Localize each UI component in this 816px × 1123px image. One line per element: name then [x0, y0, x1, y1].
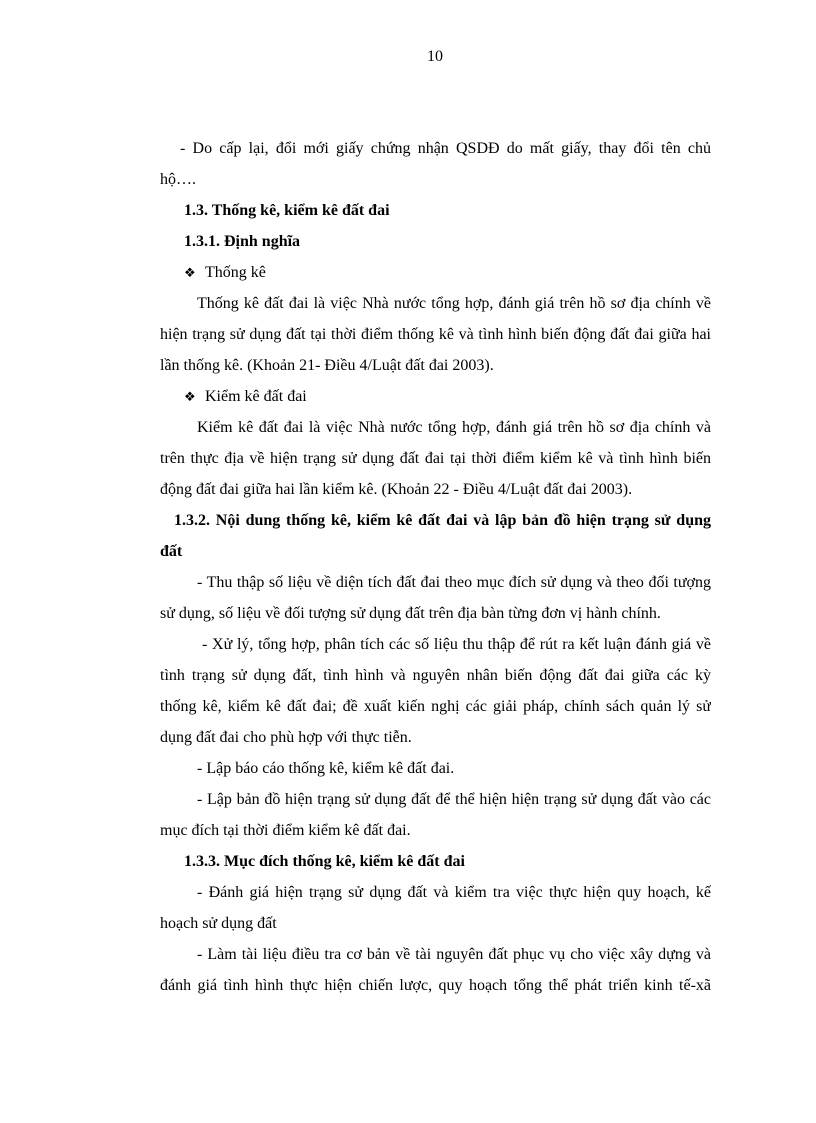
text-line: dụng đất đai cho phù hợp với thực tiễn. [160, 729, 412, 746]
diamond-bullet-icon: ❖ [184, 389, 196, 404]
heading-1-3-3: 1.3.3. Mục đích thống kê, kiểm kê đất đai [184, 853, 465, 870]
bullet-label: Thống kê [205, 264, 266, 281]
text-line: - Đánh giá hiện trạng sử dụng đất và kiểm tra việc thực hiện quy hoạch, kế [197, 884, 711, 901]
paragraph-process-data [160, 629, 711, 753]
paragraph-kiem-ke-definition [160, 412, 711, 505]
text-line: - Do cấp lại, đổi mới giấy chứng nhận QSDĐ do mất giấy, thay đổi tên chủ [180, 140, 711, 157]
text-line: đánh giá tình hình thực hiện chiến lược, quy hoạch tổng thể phát triển kinh tế-xã [160, 977, 711, 994]
bullet-label: Kiểm kê đất đai [205, 388, 307, 405]
text-line: Kiểm kê đất đai là việc Nhà nước tổng hợp, đánh giá trên hồ sơ địa chính và [197, 419, 711, 436]
text-line: trên thực địa về hiện trạng sử dụng đất đai tại thời điểm kiểm kê và tình hình biến [160, 450, 711, 467]
text-line: thống kê, kiểm kê đất đai; đề xuất kiến nghị các giải pháp, chính sách quản lý sử [160, 698, 711, 715]
text-line: sử dụng, số liệu về đối tượng sử dụng đất trên địa bàn từng đơn vị hành chính. [160, 605, 661, 622]
heading-line: 1.3.2. Nội dung thống kê, kiểm kê đất đai và lập bản đồ hiện trạng sử dụng [174, 512, 711, 529]
text-line: hiện trạng sử dụng đất tại thời điểm thống kê và tình hình biến động đất đai giữa hai [160, 326, 711, 343]
paragraph-reissue [160, 133, 711, 195]
text-line: tình trạng sử dụng đất, tình hình và nguyên nhân biến động đất đai giữa các kỳ [160, 667, 711, 684]
paragraph-evaluate [160, 877, 711, 939]
text-line: hoạch sử dụng đất [160, 915, 277, 932]
paragraph-thong-ke-definition [160, 288, 711, 381]
paragraph-report: - Lập báo cáo thống kê, kiểm kê đất đai. [197, 760, 455, 777]
text-line: hộ…. [160, 171, 196, 188]
page-number: 10 [427, 48, 443, 65]
text-line: lần thống kê. (Khoản 21- Điều 4/Luật đất đai 2003). [160, 357, 494, 374]
heading-line: đất [160, 543, 183, 560]
paragraph-collect-data [160, 567, 711, 629]
diamond-bullet-icon: ❖ [184, 265, 196, 280]
bullet-kiem-ke [160, 381, 711, 412]
text-line: - Lập bản đồ hiện trạng sử dụng đất để thể hiện hiện trạng sử dụng đất vào các [197, 791, 711, 808]
text-line: động đất đai giữa hai lần kiểm kê. (Khoản 22 - Điều 4/Luật đất đai 2003). [160, 481, 633, 498]
document-body [160, 133, 711, 1001]
heading-1-3: 1.3. Thống kê, kiểm kê đất đai [184, 202, 390, 219]
paragraph-map [160, 784, 711, 846]
heading-1-3-2 [160, 505, 711, 567]
text-line: mục đích tại thời điểm kiểm kê đất đai. [160, 822, 411, 839]
text-line: Thống kê đất đai là việc Nhà nước tổng hợp, đánh giá trên hồ sơ địa chính về [197, 295, 711, 312]
bullet-thong-ke [160, 257, 711, 288]
heading-1-3-1: 1.3.1. Định nghĩa [184, 233, 301, 250]
text-line: - Xử lý, tổng hợp, phân tích các số liệu thu thập để rút ra kết luận đánh giá về [202, 636, 711, 653]
text-line: - Thu thập số liệu về diện tích đất đai theo mục đích sử dụng và theo đối tượng [197, 574, 711, 591]
text-line: - Làm tài liệu điều tra cơ bản về tài nguyên đất phục vụ cho việc xây dựng và [197, 946, 711, 963]
paragraph-survey [160, 939, 711, 1001]
